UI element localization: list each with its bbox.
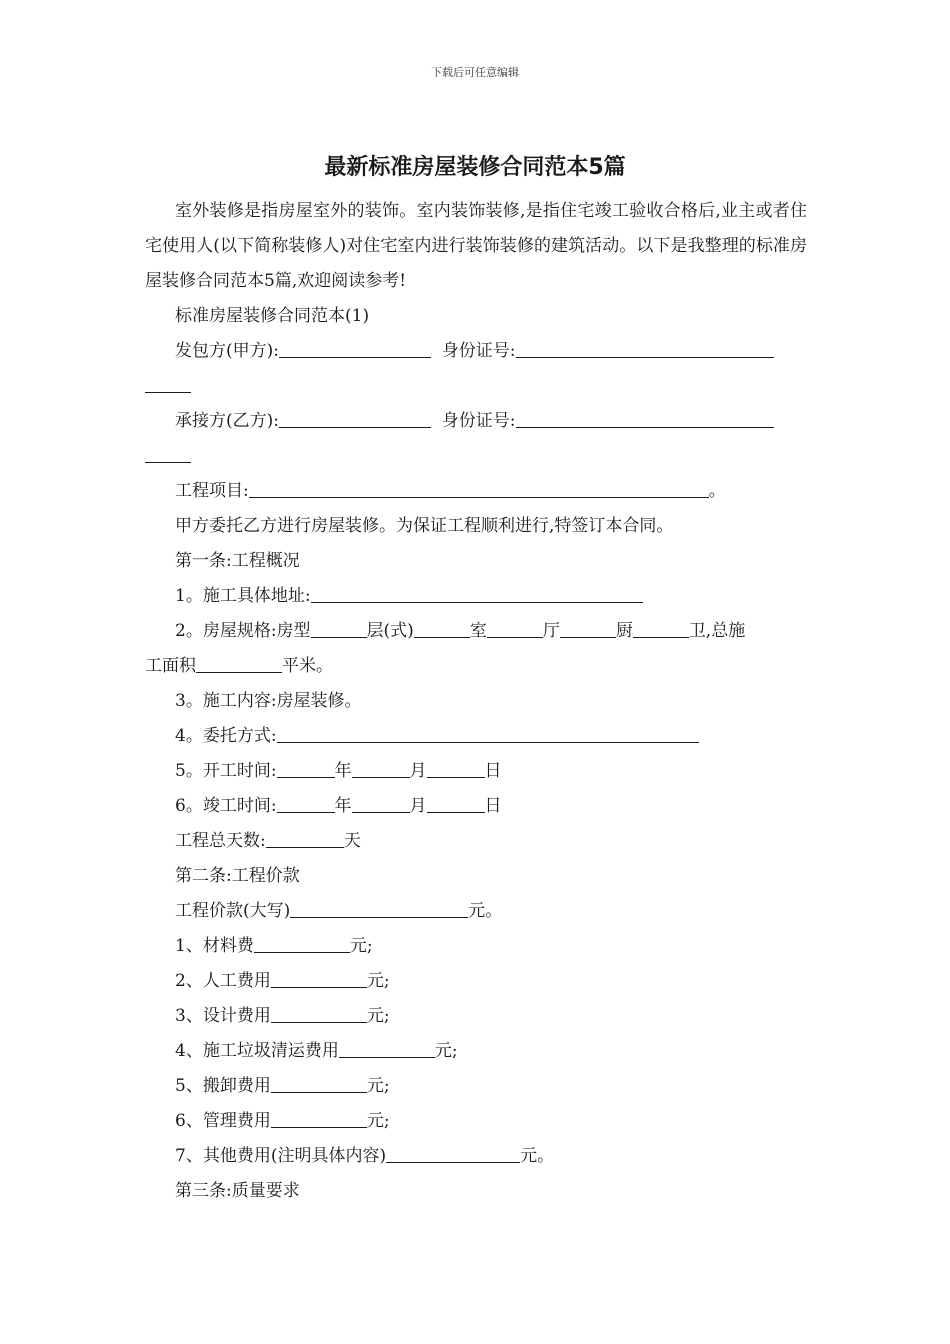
- fee-blank[interactable]: [271, 1110, 367, 1128]
- type-blank[interactable]: [311, 620, 367, 638]
- page-header: 下载后可任意编辑: [431, 66, 519, 79]
- fee-blank[interactable]: [254, 935, 350, 953]
- item-3-content: 3。施工内容:房屋装修。: [175, 691, 362, 711]
- id-b-blank[interactable]: [516, 410, 774, 428]
- finish-month-blank[interactable]: [352, 795, 410, 813]
- room-blank[interactable]: [487, 620, 543, 638]
- project-line: 工程项目: 。: [175, 481, 726, 501]
- total-days: 工程总天数: 天: [175, 831, 361, 851]
- article-1-heading: 第一条:工程概况: [175, 551, 300, 571]
- document-title: 最新标准房屋装修合同范本5篇: [324, 155, 626, 180]
- party-b-line: 承接方(乙方): 身份证号:: [145, 404, 807, 474]
- party-b-blank[interactable]: [279, 410, 431, 428]
- item-2-spec: 2。房屋规格:房型 层(式) 室 厅 厨 卫,总施 工面积 平米。: [145, 621, 746, 676]
- floor-blank[interactable]: [414, 620, 470, 638]
- item-1-address: 1。施工具体地址:: [145, 579, 807, 614]
- fee-row: 2、人工费用 元;: [175, 971, 390, 991]
- id-a-blank[interactable]: [516, 340, 774, 358]
- section-title: 标准房屋装修合同范本(1): [175, 306, 370, 326]
- area-blank[interactable]: [196, 655, 282, 673]
- fee-row: 4、施工垃圾清运费用 元;: [175, 1041, 458, 1061]
- address-blank[interactable]: [311, 585, 643, 603]
- fee-blank[interactable]: [271, 970, 367, 988]
- start-year-blank[interactable]: [277, 760, 335, 778]
- project-blank[interactable]: [249, 480, 709, 498]
- method-blank[interactable]: [277, 725, 699, 743]
- fee-blank[interactable]: [386, 1145, 520, 1163]
- id-a-blank-cont[interactable]: [145, 375, 191, 393]
- fee-row: 7、其他费用(注明具体内容) 元。: [175, 1146, 555, 1166]
- item-6-finish: 6。竣工时间: 年 月 日: [175, 796, 502, 816]
- fee-row: 3、设计费用 元;: [175, 1006, 390, 1026]
- fee-blank[interactable]: [271, 1005, 367, 1023]
- price-total-blank[interactable]: [290, 900, 468, 918]
- party-a-blank[interactable]: [279, 340, 431, 358]
- fee-row: 1、材料费 元;: [175, 936, 373, 956]
- start-month-blank[interactable]: [352, 760, 410, 778]
- fee-row: 6、管理费用 元;: [175, 1111, 390, 1131]
- id-b-blank-cont[interactable]: [145, 445, 191, 463]
- item-5-start: 5。开工时间: 年 月 日: [175, 761, 502, 781]
- total-days-blank[interactable]: [266, 830, 344, 848]
- start-day-blank[interactable]: [427, 760, 485, 778]
- statement: 甲方委托乙方进行房屋装修。为保证工程顺利进行,特签订本合同。: [175, 516, 674, 536]
- fee-blank[interactable]: [271, 1075, 367, 1093]
- finish-year-blank[interactable]: [277, 795, 335, 813]
- party-a-line: 发包方(甲方): 身份证号:: [145, 334, 807, 404]
- intro-paragraph: 室外装修是指房屋室外的装饰。室内装饰装修,是指住宅竣工验收合格后,业主或者住宅使用人(以下简称装修人)对住宅室内进行装饰装修的建筑活动。以下是我整理的标准房屋装修合同范本5篇,欢迎阅读参考!: [145, 201, 807, 291]
- kitchen-blank[interactable]: [633, 620, 689, 638]
- fee-blank[interactable]: [339, 1040, 435, 1058]
- hall-blank[interactable]: [560, 620, 616, 638]
- article-2-heading: 第二条:工程价款: [175, 866, 300, 886]
- item-4-method: 4。委托方式:: [145, 719, 807, 754]
- price-total: 工程价款(大写) 元。: [175, 901, 503, 921]
- finish-day-blank[interactable]: [427, 795, 485, 813]
- article-3-heading: 第三条:质量要求: [175, 1181, 300, 1201]
- document-body: [145, 194, 807, 1209]
- fee-row: 5、搬卸费用 元;: [175, 1076, 390, 1096]
